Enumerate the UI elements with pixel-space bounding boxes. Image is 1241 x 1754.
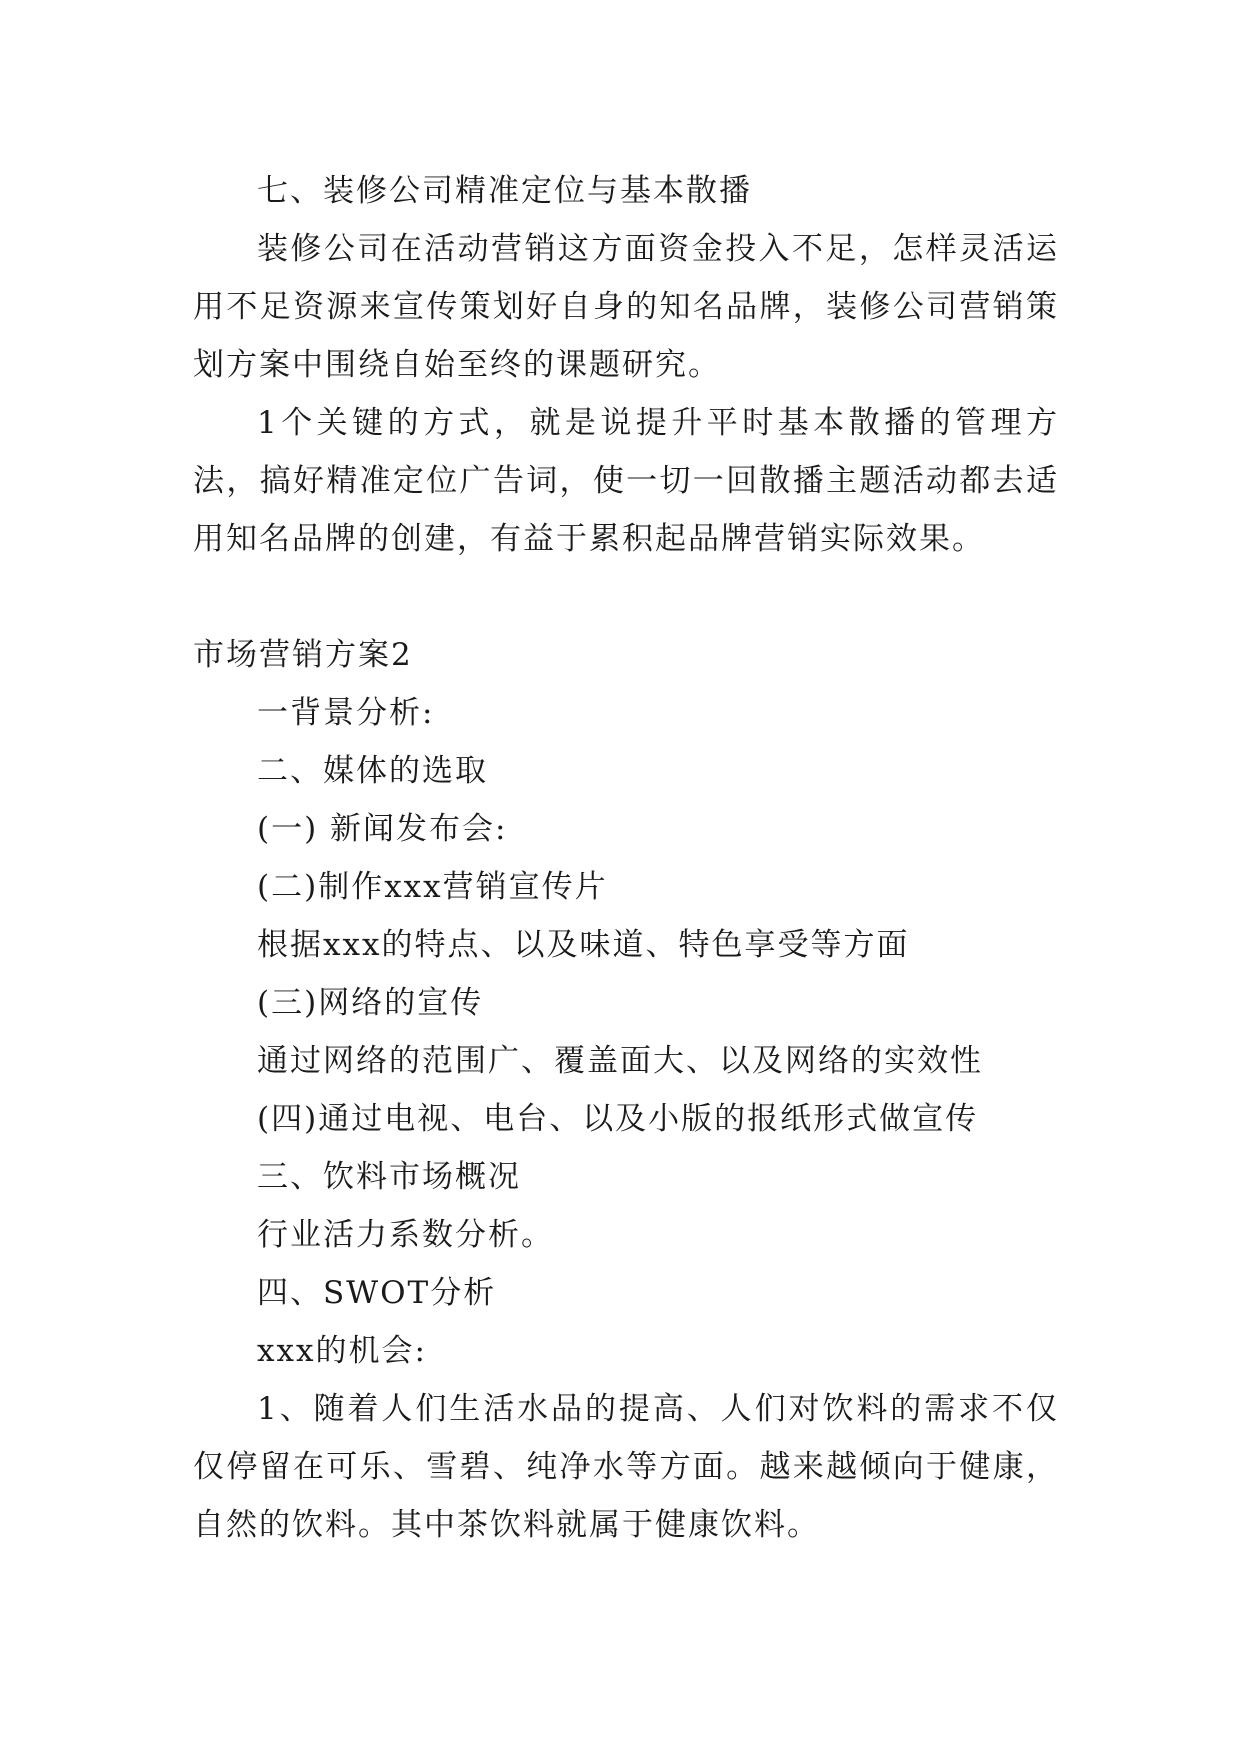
line-online-reach: 通过网络的范围广、覆盖面大、以及网络的实效性 [257,1043,983,1079]
paragraph-key-method: 1个关键的方式，就是说提升平时基本散播的管理方法，搞好精准定位广告词，使一切一回散播主题活动都去适用知名品牌的创建，有益于累积起品牌营销实际效果。 [193,405,1059,557]
line-media-selection: 二、媒体的选取 [257,753,488,789]
line-features: 根据xxx的特点、以及味道、特色享受等方面 [257,927,910,963]
line-tv-radio: (四)通过电视、电台、以及小版的报纸形式做宣传 [257,1101,979,1137]
paragraph-health-drinks: 1、随着人们生活水品的提高、人们对饮料的需求不仅仅停留在可乐、雪碧、纯净水等方面。越来越倾向于健康，自然的饮料。其中茶饮料就属于健康饮料。 [193,1391,1059,1543]
heading-seven: 七、装修公司精准定位与基本散播 [257,173,752,209]
document-body [193,162,1059,1554]
line-promo-video: (二)制作xxx营销宣传片 [257,869,608,905]
section-title: 市场营销方案2 [193,637,413,673]
paragraph-funding: 装修公司在活动营销这方面资金投入不足，怎样灵活运用不足资源来宣传策划好自身的知名品牌，装修公司营销策划方案中围绕自始至终的课题研究。 [193,231,1059,383]
line-background-analysis: 一背景分析: [257,695,435,731]
line-industry-vitality: 行业活力系数分析。 [257,1217,554,1253]
line-beverage-market: 三、饮料市场概况 [257,1159,521,1195]
line-opportunities: xxx的机会: [257,1333,427,1369]
line-online-promo: (三)网络的宣传 [257,985,484,1021]
line-swot: 四、SWOT分析 [257,1275,497,1311]
line-press-conference: (一) 新闻发布会: [257,811,508,847]
